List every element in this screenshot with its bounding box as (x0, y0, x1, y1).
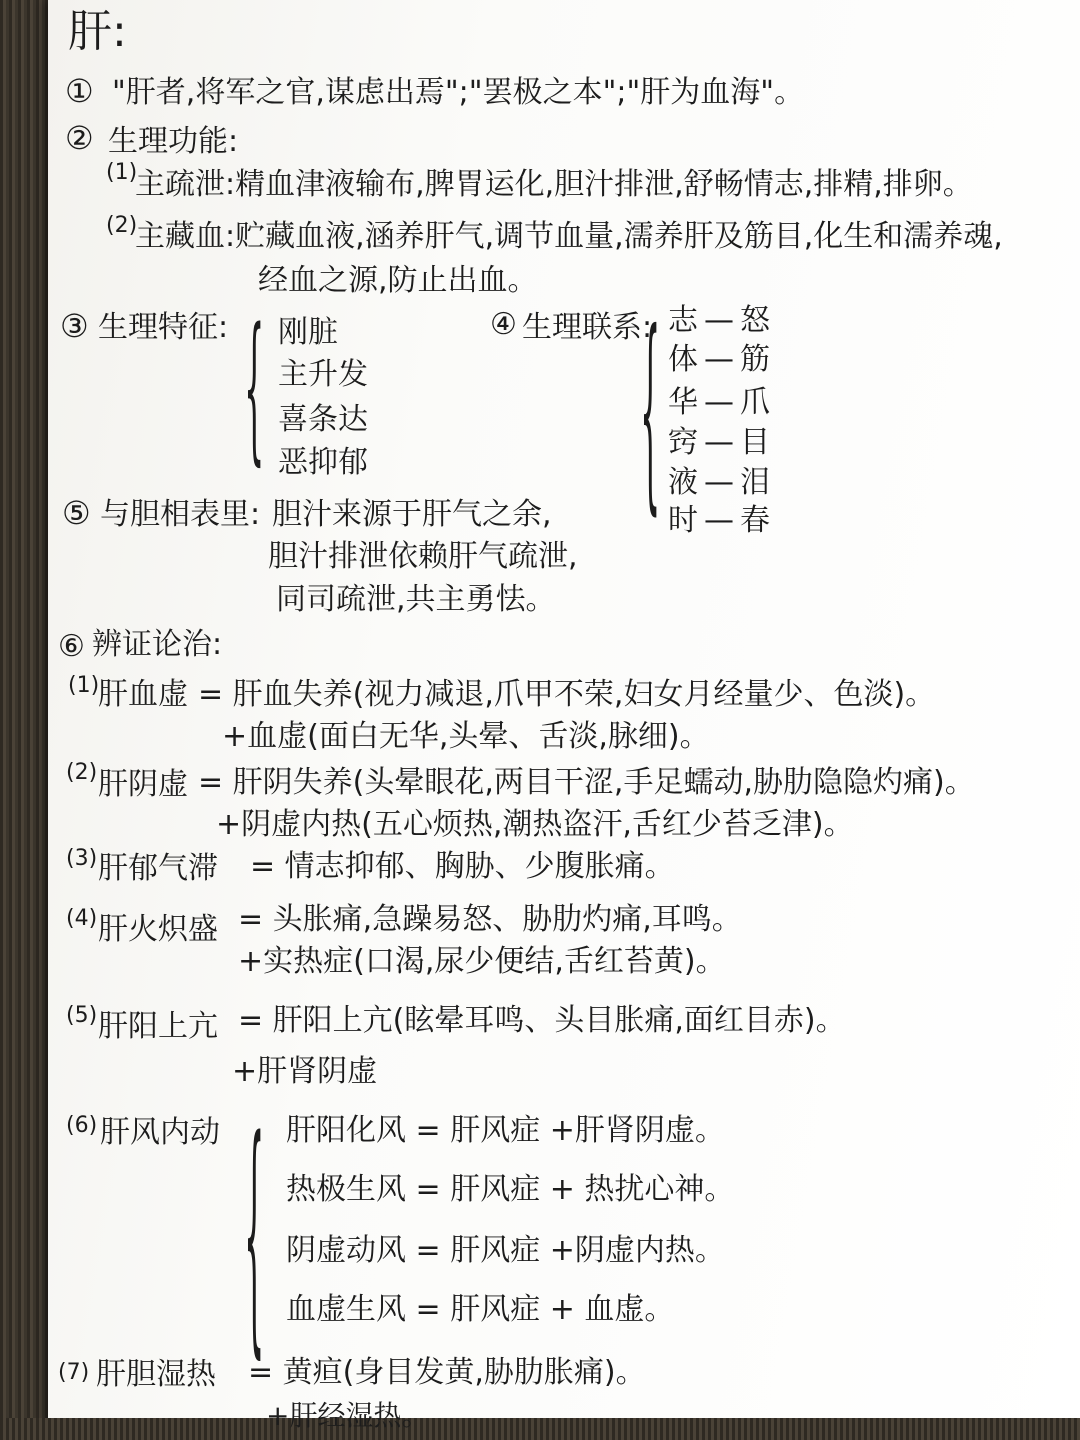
pattern-name: 肝郁气滞 (98, 851, 218, 886)
dash: — (704, 303, 734, 338)
item-number: (3) (66, 846, 98, 871)
pattern-line: +阴虚内热(五心烦热,潮热盗汗,舌红少苔乏津)。 (216, 807, 854, 842)
dash: — (704, 425, 734, 460)
feature-item: 喜条达 (278, 402, 368, 437)
gallbladder-relation-line: 胆汁排泄依赖肝气疏泄, (268, 539, 578, 574)
correspondence-left: 时 (668, 503, 698, 538)
pattern-line: = 黄疸(身目发黄,胁肋胀痛)。 (248, 1355, 646, 1390)
page-title: 肝: (68, 6, 127, 57)
pattern-name: 肝胆湿热 (96, 1357, 216, 1392)
function-shuxie: 主疏泄:精血津液输布,脾胃运化,胆汁排泄,舒畅情志,排精,排卵。 (135, 167, 973, 202)
pattern-line: +肝肾阴虚 (232, 1054, 378, 1089)
section-4-marker: ④ (490, 307, 517, 342)
pattern-line: = 肝血失养(视力减退,爪甲不荣,妇女月经量少、色淡)。 (198, 677, 936, 712)
section-1-text: "肝者,将军之官,谋虑出焉";"罢极之本";"肝为血海"。 (112, 75, 805, 110)
wind-subtype: 血虚生风 = 肝风症 + 血虚。 (286, 1292, 675, 1327)
section-2-heading: 生理功能: (108, 124, 239, 159)
pattern-name: 肝风内动 (100, 1115, 220, 1150)
section-3-heading: 生理特征: (98, 310, 229, 345)
section-6-marker: ⑥ (58, 629, 85, 664)
pattern-name: 肝血虚 (98, 677, 188, 712)
section-5-marker: ⑤ (62, 494, 91, 532)
correspondence-left: 液 (668, 465, 698, 500)
function-cangxue-cont: 经血之源,防止出血。 (258, 263, 538, 298)
gallbladder-relation-line: 胆汁来源于肝气之余, (272, 497, 552, 532)
correspondence-right: 目 (740, 425, 770, 460)
function-cangxue: 主藏血:贮藏血液,涵养肝气,调节血量,濡养肝及筋目,化生和濡养魂, (135, 219, 1003, 254)
pattern-line: = 肝阳上亢(眩晕耳鸣、头目胀痛,面红目赤)。 (238, 1003, 846, 1038)
item-number: (1) (106, 160, 138, 185)
curly-brace: { (640, 292, 661, 536)
section-2-marker: ② (65, 119, 94, 157)
item-number: (6) (66, 1113, 98, 1138)
dash: — (704, 342, 734, 377)
correspondence-right: 春 (740, 503, 770, 538)
item-number: (7) (58, 1360, 90, 1385)
correspondence-left: 窍 (668, 425, 698, 460)
item-number: (4) (66, 906, 98, 931)
correspondence-right: 筋 (740, 342, 770, 377)
pattern-name: 肝阳上亢 (98, 1009, 218, 1044)
wind-subtype: 阴虚动风 = 肝风症 +阴虚内热。 (286, 1233, 725, 1268)
pattern-line: +肝经湿热。 (266, 1399, 430, 1432)
dash: — (704, 503, 734, 538)
gallbladder-relation-line: 同司疏泄,共主勇怯。 (276, 582, 556, 617)
pattern-line: +血虚(面白无华,头晕、舌淡,脉细)。 (222, 719, 710, 754)
wooden-board-bottom (0, 1418, 1080, 1440)
section-1-marker: ① (65, 72, 94, 110)
section-3-marker: ③ (60, 307, 89, 345)
pattern-line: = 头胀痛,急躁易怒、胁肋灼痛,耳鸣。 (238, 902, 742, 937)
correspondence-left: 体 (668, 342, 698, 377)
dash: — (704, 465, 734, 500)
item-number: (2) (66, 760, 98, 785)
pattern-line: = 情志抑郁、胸胁、少腹胀痛。 (250, 849, 675, 884)
feature-item: 刚脏 (278, 315, 338, 350)
item-number: (2) (106, 213, 138, 238)
curly-brace: { (244, 298, 265, 482)
pattern-name: 肝阴虚 (98, 767, 188, 802)
correspondence-left: 志 (668, 303, 698, 338)
correspondence-right: 怒 (740, 303, 770, 338)
wooden-board-left (0, 0, 52, 1440)
pattern-name: 肝火炽盛 (98, 912, 218, 947)
section-4-heading: 生理联系: (522, 310, 653, 345)
paper-sheet (48, 0, 1080, 1425)
feature-item: 恶抑郁 (278, 445, 368, 480)
item-number: (5) (66, 1003, 98, 1028)
dash: — (704, 385, 734, 420)
correspondence-right: 泪 (740, 465, 770, 500)
wind-subtype: 肝阳化风 = 肝风症 +肝肾阴虚。 (286, 1113, 725, 1148)
pattern-line: +实热症(口渴,尿少便结,舌红苔黄)。 (238, 944, 726, 979)
section-6-heading: 辨证论治: (92, 627, 223, 662)
correspondence-left: 华 (668, 385, 698, 420)
pattern-line: = 肝阴失养(头晕眼花,两目干涩,手足蠕动,胁肋隐隐灼痛)。 (198, 765, 975, 800)
curly-brace: { (244, 1093, 265, 1383)
feature-item: 主升发 (278, 357, 368, 392)
correspondence-right: 爪 (740, 385, 770, 420)
wind-subtype: 热极生风 = 肝风症 + 热扰心神。 (286, 1172, 735, 1207)
item-number: (1) (68, 673, 100, 698)
section-5-heading: 与胆相表里: (100, 497, 261, 532)
